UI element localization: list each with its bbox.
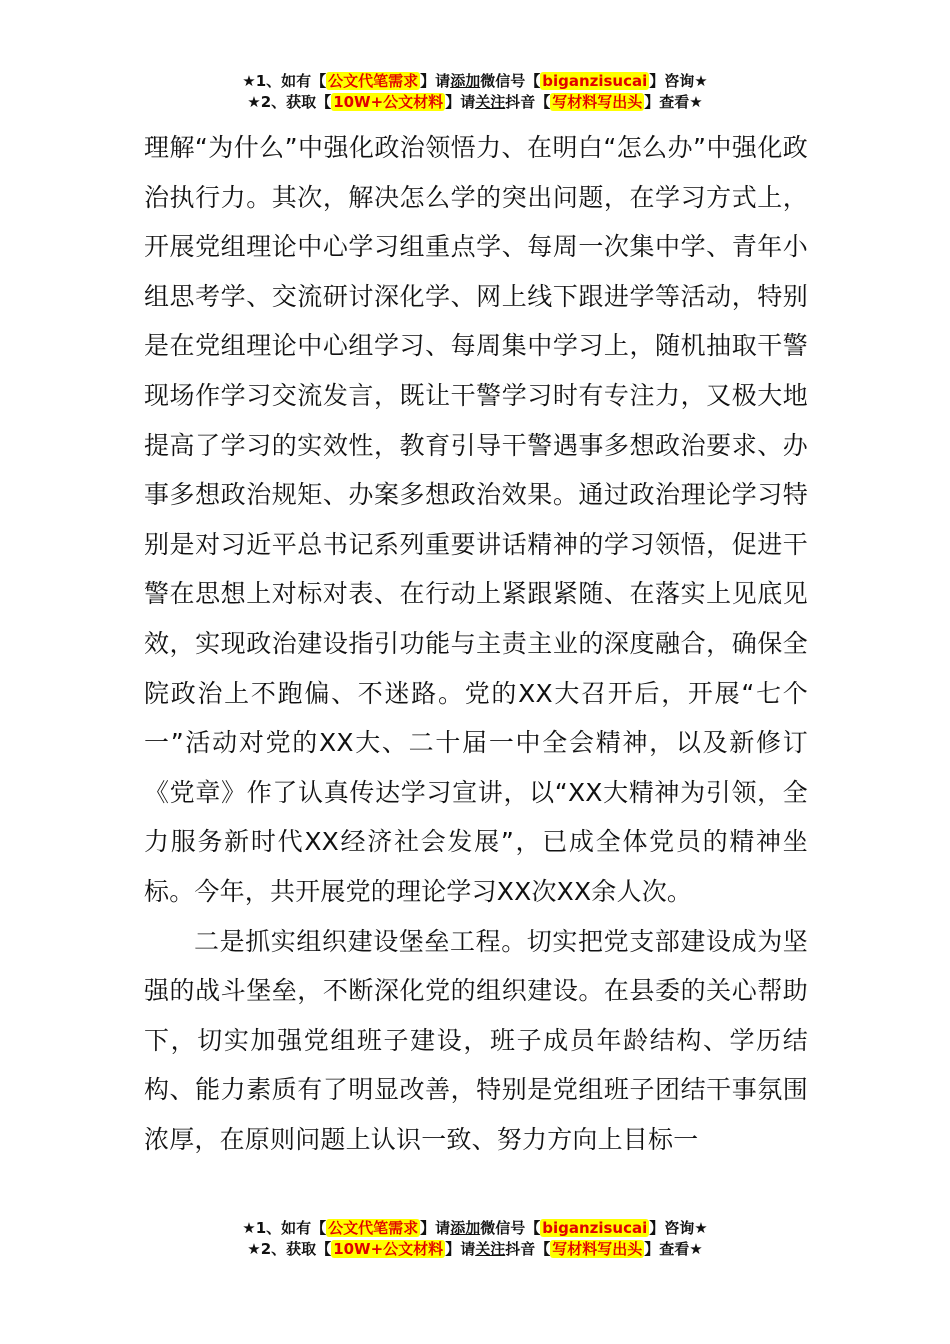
banner-text: 】咨询★	[649, 72, 708, 90]
banner-text: 抖音【	[505, 1240, 551, 1258]
banner-text: ★1、如有【	[242, 72, 327, 90]
banner-line-1	[0, 1218, 950, 1239]
banner-underline: 关注	[475, 1240, 506, 1258]
banner-line-2	[0, 92, 950, 113]
banner-highlight: biganzisucai	[542, 1219, 648, 1237]
banner-highlight: 写材料写出头	[552, 93, 643, 111]
banner-underline: 关注	[475, 93, 506, 111]
banner-text: 】请	[445, 1240, 476, 1258]
banner-highlight: 写材料写出头	[552, 1240, 643, 1258]
banner-highlight: 公文代笔需求	[328, 72, 419, 90]
banner-text: ★1、如有【	[242, 1219, 327, 1237]
banner-text: 】咨询★	[649, 1219, 708, 1237]
banner-text: 】请	[420, 72, 451, 90]
banner-text: 】请	[420, 1219, 451, 1237]
banner-text: 抖音【	[505, 93, 551, 111]
paragraph-continued: 理解“为什么”中强化政治领悟力、在明白“怎么办”中强化政治执行力。其次，解决怎么学的突出问题，在学习方式上，开展党组理论中心学习组重点学、每周一次集中学、青年小组思考学、交流研讨深化学、网上线下跟进学等活动，特别是在党组理论中心组学习、每周集中学习上，随机抽取干警现场作学习交流发言，既让干警学习时有专注力，又极大地提高了学习的实效性，教育引导干警遇事多想政治要求、办事多想政治规矩、办案多想政治效果。通过政治理论学习特别是对习近平总书记系列重要讲话精神的学习领悟，促进干警在思想上对标对表、在行动上紧跟紧随、在落实上见底见效，实现政治建设指引功能与主责主业的深度融合，确保全院政治上不跑偏、不迷路。党的XX大召开后，开展“七个一”活动对党的XX大、二十届一中全会精神，以及新修订《党章》作了认真传达学习宣讲，以“XX大精神为引领，全力服务新时代XX经济社会发展”，已成全体党员的精神坐标。今年，共开展党的理论学习XX次XX余人次。	[144, 133, 808, 906]
header-banner	[0, 71, 950, 113]
footer-banner	[0, 1218, 950, 1260]
banner-text: 】查看★	[644, 1240, 703, 1258]
banner-underline: 添加	[450, 72, 481, 90]
banner-text: 】请	[445, 93, 476, 111]
document-body	[144, 123, 808, 1164]
banner-text: ★2、获取【	[247, 1240, 332, 1258]
banner-text: 微信号【	[480, 1219, 541, 1237]
banner-underline: 添加	[450, 1219, 481, 1237]
banner-text: ★2、获取【	[247, 93, 332, 111]
banner-highlight: 10W+公文材料	[333, 1240, 444, 1258]
paragraph-organization-building: 二是抓实组织建设堡垒工程。切实把党支部建设成为坚强的战斗堡垒，不断深化党的组织建设。在县委的关心帮助下，切实加强党组班子建设，班子成员年龄结构、学历结构、能力素质有了明显改善，特别是党组班子团结干事氛围浓厚，在原则问题上认识一致、努力方向上目标一	[144, 926, 808, 1154]
banner-text: 微信号【	[480, 72, 541, 90]
banner-text: 】查看★	[644, 93, 703, 111]
banner-highlight: 公文代笔需求	[328, 1219, 419, 1237]
banner-line-2	[0, 1239, 950, 1260]
banner-highlight: 10W+公文材料	[333, 93, 444, 111]
banner-highlight: biganzisucai	[542, 72, 648, 90]
banner-line-1	[0, 71, 950, 92]
